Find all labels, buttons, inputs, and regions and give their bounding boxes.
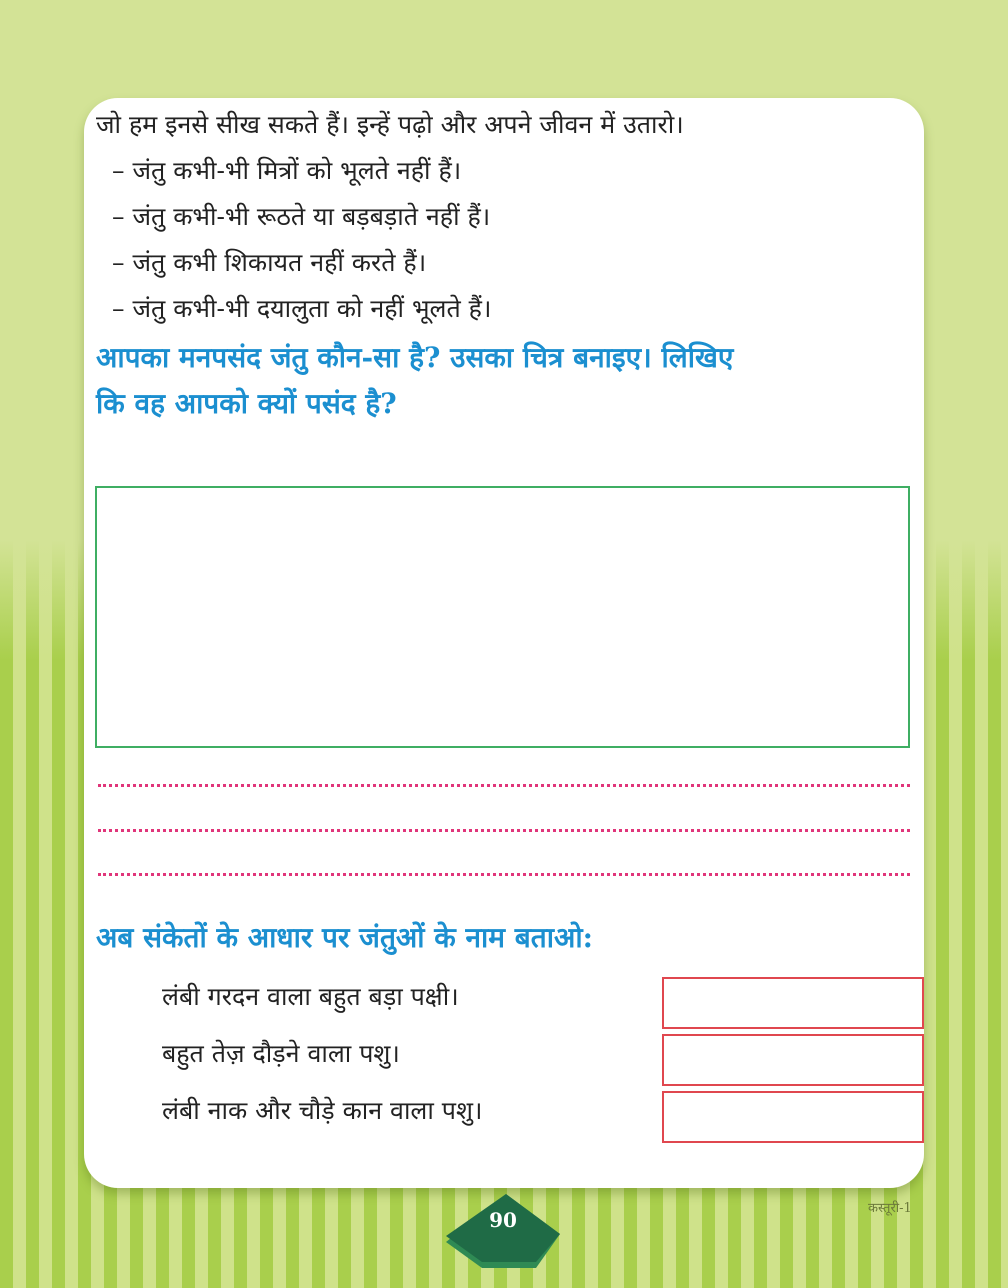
lesson-item: – जंतु कभी-भी रूठते या बड़बड़ाते नहीं हैं। [112, 202, 491, 231]
drawing-area[interactable] [95, 486, 910, 748]
answer-box[interactable] [662, 1034, 924, 1086]
answer-box[interactable] [662, 1091, 924, 1143]
page-number: 90 [489, 1208, 517, 1232]
writing-line[interactable] [98, 873, 910, 876]
lesson-item: – जंतु कभी-भी दयालुता को नहीं भूलते हैं। [112, 294, 492, 323]
clue-text: लंबी गरदन वाला बहुत बड़ा पक्षी। [162, 982, 459, 1011]
clue-text: लंबी नाक और चौड़े कान वाला पशु। [162, 1096, 483, 1125]
page-number-badge [444, 1192, 562, 1274]
clue-text: बहुत तेज़ दौड़ने वाला पशु। [162, 1039, 400, 1068]
answer-box[interactable] [662, 977, 924, 1029]
lesson-item: – जंतु कभी-भी मित्रों को भूलते नहीं हैं। [112, 156, 462, 185]
book-tag: कस्तूरी-1 [868, 1201, 912, 1216]
question-animal-names: अब संकेतों के आधार पर जंतुओं के नाम बताओ: [96, 921, 593, 954]
intro-text: जो हम इनसे सीख सकते हैं। इन्हें पढ़ो और अपने जीवन में उतारो। [96, 110, 684, 139]
question-favorite-animal-line2: कि वह आपको क्यों पसंद है? [96, 387, 397, 420]
lesson-item: – जंतु कभी शिकायत नहीं करते हैं। [112, 248, 427, 277]
question-favorite-animal-line1: आपका मनपसंद जंतु कौन-सा है? उसका चित्र बनाइए। लिखिए [96, 341, 734, 374]
writing-line[interactable] [98, 829, 910, 832]
writing-line[interactable] [98, 784, 910, 787]
